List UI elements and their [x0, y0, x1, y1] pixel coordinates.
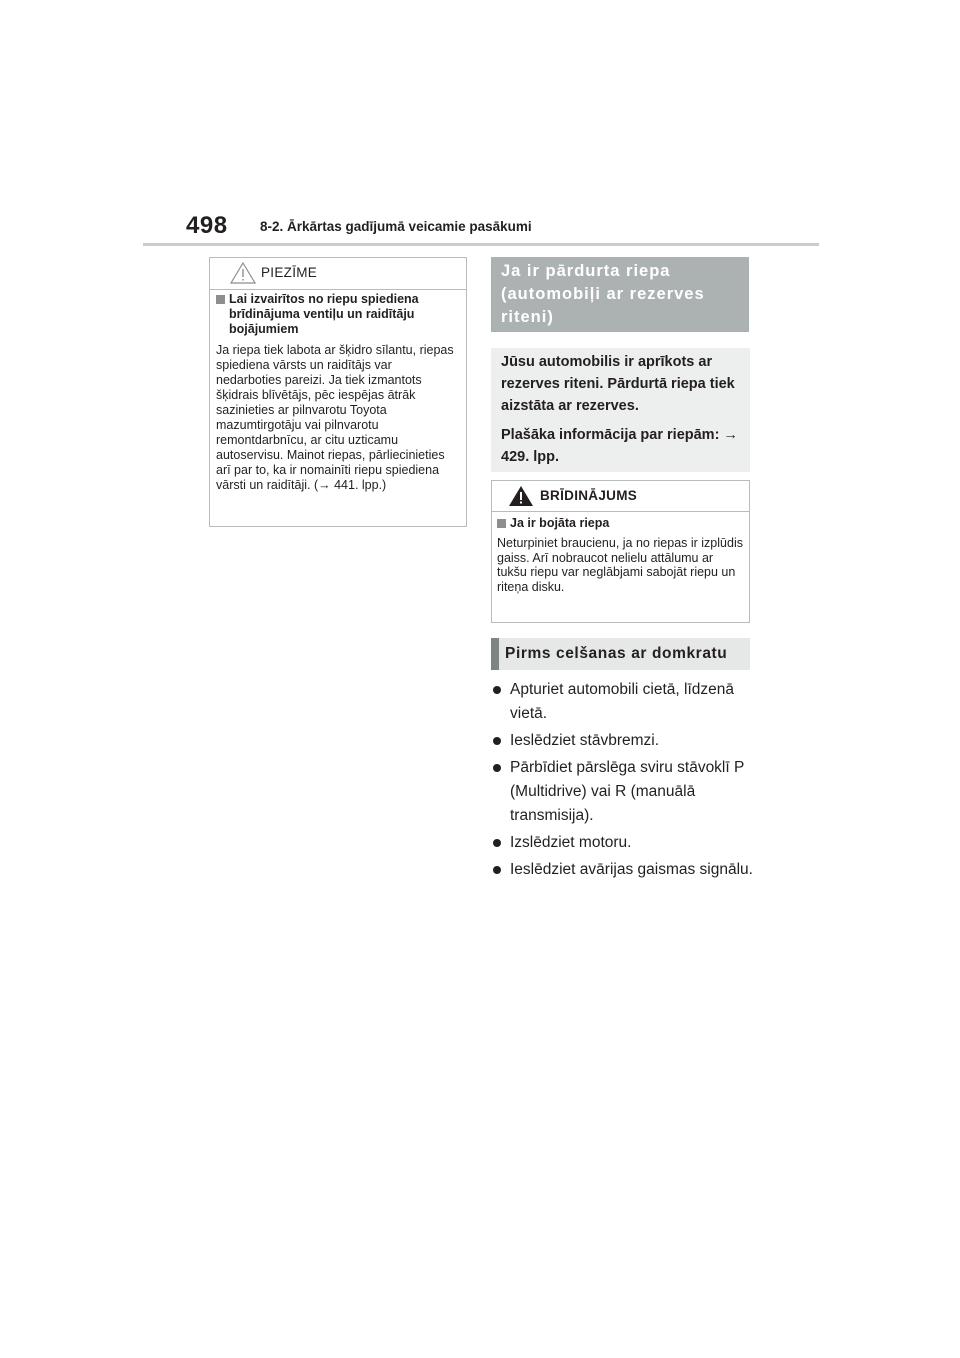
note-header — [210, 258, 466, 290]
warning-title: BRĪDINĀJUMS — [540, 488, 638, 503]
warning-heading-text: Ja ir bojāta riepa — [510, 516, 610, 530]
note-text: Ja riepa tiek labota ar šķidro sīlantu, riepas spiediena vārsts un raidītājs var nedarboties pareizi. Ja tiek izmantots šķidrais blīvētājs, pēc iespējas ātrāk sazinieties ar pilnvarotu Toyota mazumtirgotāju vai pilnvarotu remontdarbnīcu, ar citu uzticamu autoservisu. Mainot riepas, pārliecinieties arī par to, ka ir nomainīti riepu spiediena vārsti un raidītāji. (→ 441. lpp.) — [216, 343, 454, 492]
square-bullet-icon — [216, 295, 225, 304]
warning-triangle-filled-icon — [508, 485, 534, 507]
note-heading — [216, 292, 458, 337]
page-number: 498 — [186, 212, 228, 239]
warning-text: Neturpiniet braucienu, ja no riepas ir izplūdis gaiss. Arī nobraucot nelielu attālumu ar tukšu riepu var neglābjami sabojāt riepu un riteņa disku. — [497, 536, 743, 594]
square-bullet-icon — [497, 519, 506, 528]
note-box — [209, 257, 467, 527]
bullet-icon — [493, 866, 501, 874]
header-divider — [143, 243, 819, 246]
warning-header — [492, 481, 749, 512]
bullet-icon — [493, 686, 501, 694]
step-text: Ieslēdziet avārijas gaismas signālu. — [510, 861, 753, 878]
info-line-1: Jūsu automobilis ir aprīkots ar rezerves riteni. Pārdurtā riepa tiek aizstāta ar rezerves. — [501, 354, 735, 414]
spare-tire-info — [491, 348, 750, 472]
step-text: Ieslēdziet stāvbremzi. — [510, 732, 660, 749]
step-text: Izslēdziet motoru. — [510, 834, 632, 851]
section-title: 8-2. Ārkārtas gadījumā veicamie pasākumi — [260, 219, 532, 234]
step-text: Pārbīdiet pārslēga sviru stāvoklī P (Multidrive) vai R (manuālā transmisija). — [510, 759, 745, 824]
warning-heading — [497, 516, 743, 531]
bullet-icon — [493, 764, 501, 772]
step-text: Apturiet automobili cietā, līdzenā vietā. — [510, 681, 735, 722]
bullet-icon — [493, 839, 501, 847]
note-title: PIEZĪME — [261, 265, 318, 280]
warning-box — [491, 480, 750, 623]
jacking-steps-list — [491, 678, 753, 885]
caution-triangle-outline-icon — [230, 262, 256, 284]
list-item — [491, 729, 753, 753]
list-item — [491, 756, 753, 828]
bullet-icon — [493, 737, 501, 745]
list-item — [491, 858, 753, 882]
flat-tire-heading: Ja ir pārdurta riepa (automobiļi ar rezerves riteni) — [491, 257, 749, 332]
info-line-2: Plašāka informācija par riepām: → 429. lpp. — [501, 427, 738, 465]
jacking-heading: Pirms celšanas ar domkratu — [491, 638, 750, 670]
list-item — [491, 831, 753, 855]
note-heading-text: Lai izvairītos no riepu spiediena brīdinājuma ventiļu un raidītāju bojājumiem — [229, 292, 419, 336]
list-item — [491, 678, 753, 726]
